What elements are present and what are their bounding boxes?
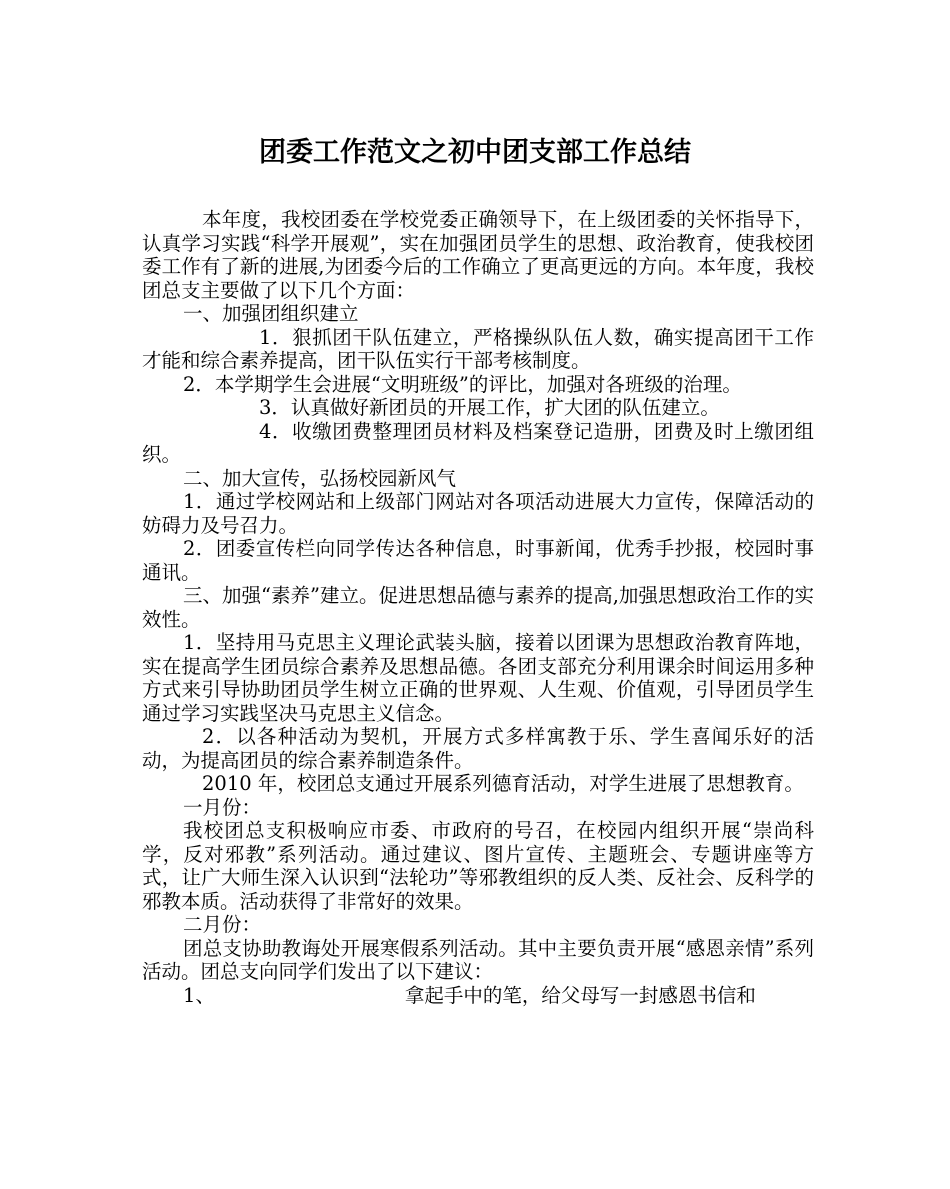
list-item: [142, 984, 814, 1008]
list-item: 2．团委宣传栏向同学传达各种信息，时事新闻，优秀手抄报，校园时事通讯。: [142, 537, 814, 584]
list-item-text: 拿起手中的笔，给父母写一封感恩书信和: [404, 983, 756, 1007]
body-paragraph: 团总支协助教诲处开展寒假系列活动。其中主要负责开展“感恩亲情”系列活动。团总支向同学们发出了以下建议：: [142, 936, 814, 983]
list-item: 1．通过学校网站和上级部门网站对各项活动进展大力宣传，保障活动的妨碍力及号召力。: [142, 490, 814, 537]
body-paragraph: 2010 年，校团总支通过开展系列德育活动，对学生进展了思想教育。: [202, 772, 804, 795]
body-paragraph: 我校团总支积极响应市委、市政府的号召，在校园内组织开展“崇尚科学，反对邪教”系列活动。通过建议、图片宣传、主题班会、专题讲座等方式，让广大师生深入认识到“法轮功”等邪教组织的反人类、反社会、反科学的邪教本质。活动获得了非常好的效果。: [142, 819, 814, 913]
document-title: 团委工作范文之初中团支部工作总结: [259, 137, 691, 168]
list-item: 1．狠抓团干队伍建立，严格操纵队伍人数，确实提高团干工作才能和综合素养提高，团干队伍实行干部考核制度。: [142, 325, 814, 372]
list-item: 2．本学期学生会进展“文明班级”的评比，加强对各班级的治理。: [183, 372, 742, 396]
month-heading: 一月份：: [183, 795, 262, 819]
list-item: 2．以各种活动为契机，开展方式多样寓教于乐、学生喜闻乐好的活动，为提高团员的综合素养制造条件。: [142, 725, 814, 772]
month-heading: 二月份：: [183, 913, 262, 936]
list-item: 1．坚持用马克思主义理论武装头脑，接着以团课为思想政治教育阵地，实在提高学生团员综合素养及思想品德。各团支部充分利用课余时间运用多种方式来引导协助团员学生树立正确的世界观、人生观、价值观，引导团员学生通过学习实践坚决马克思主义信念。: [142, 631, 814, 725]
intro-paragraph: 本年度，我校团委在学校党委正确领导下，在上级团委的关怀指导下，认真学习实践“科学开展观”，实在加强团员学生的思想、政治教育，使我校团委工作有了新的进展,为团委今后的工作确立了更高更远的方向。本年度，我校团总支主要做了以下几个方面：: [142, 208, 814, 302]
document-body: [142, 208, 814, 1007]
section-heading-3: 三、加强“素养”建立。促进思想品德与素养的提高,加强思想政治工作的实效性。: [142, 584, 814, 631]
list-item: 3．认真做好新团员的开展工作，扩大团的队伍建立。: [259, 396, 720, 419]
list-item-number: 1、: [183, 983, 215, 1007]
section-heading-1: 一、加强团组织建立: [183, 302, 359, 325]
section-heading-2: 二、加大宣传，弘扬校园新风气: [183, 466, 457, 490]
list-item: 4．收缴团费整理团员材料及档案登记造册，团费及时上缴团组织。: [142, 419, 814, 466]
